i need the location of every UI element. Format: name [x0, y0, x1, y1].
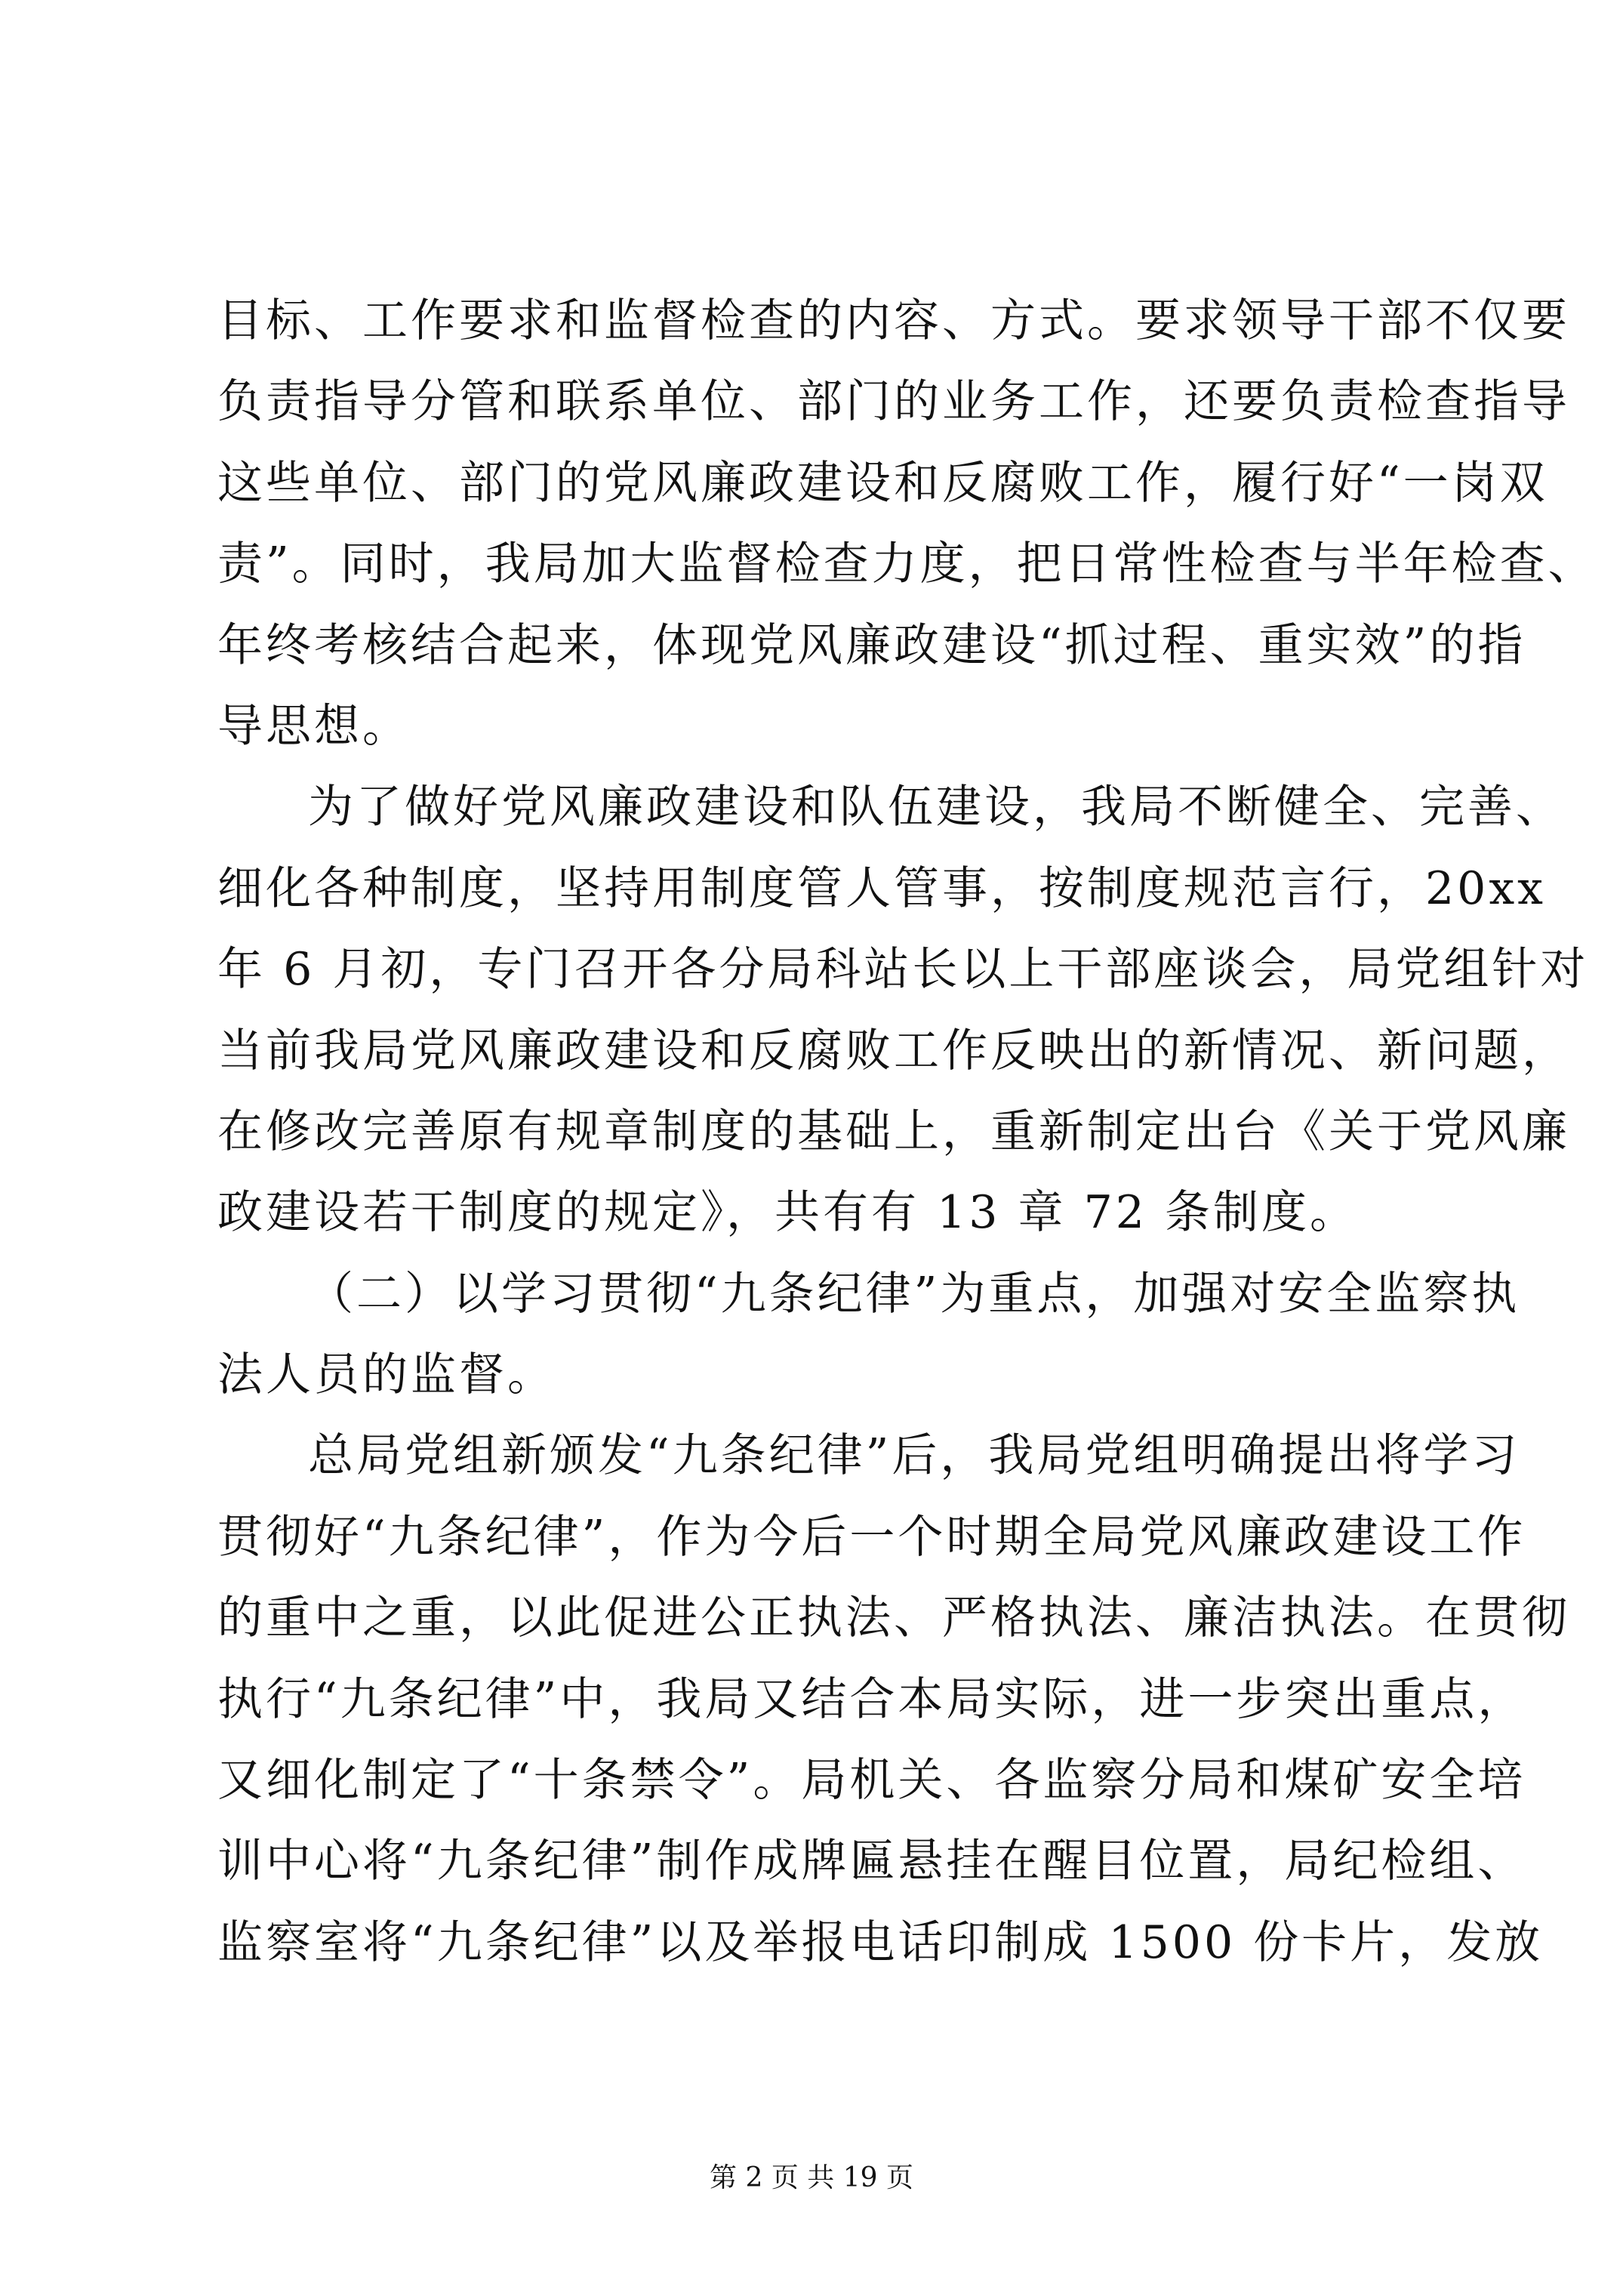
- section-heading-continued: 法人员的监督。: [217, 1348, 556, 1402]
- section-heading: （二）以学习贯彻“九条纪律”为重点，加强对安全监察执: [308, 1267, 1520, 1321]
- text-line: 贯彻好“九条纪律”，作为今后一个时期全局党风廉政建设工作: [217, 1510, 1526, 1564]
- paragraph-first-line: 为了做好党风廉政建设和队伍建设，我局不断健全、完善、: [308, 781, 1564, 834]
- text-line: 细化各种制度，坚持用制度管人管事，按制度规范言行，20xx: [217, 861, 1547, 915]
- text-line: 导思想。: [217, 699, 411, 753]
- text-line: 责”。同时，我局加大监督检查力度，把日常性检查与半年检查、: [217, 538, 1597, 591]
- text-line: 政建设若干制度的规定》，共有有 13 章 72 条制度。: [217, 1186, 1358, 1240]
- text-line: 监察室将“九条纪律”以及举报电话印制成 1500 份卡片，发放: [217, 1915, 1544, 1969]
- text-line: 又细化制定了“十条禁令”。局机关、各监察分局和煤矿安全培: [217, 1754, 1526, 1808]
- paragraph-first-line: 总局党组新颁发“九条纪律”后，我局党组明确提出将学习: [308, 1429, 1520, 1483]
- text-line: 当前我局党风廉政建设和反腐败工作反映出的新情况、新问题，: [217, 1024, 1570, 1077]
- body-text: [217, 281, 1597, 1983]
- text-line: 的重中之重，以此促进公正执法、严格执法、廉洁执法。在贯彻: [217, 1592, 1570, 1645]
- text-line: 目标、工作要求和监督检查的内容、方式。要求领导干部不仅要: [217, 294, 1570, 347]
- text-line: 执行“九条纪律”中，我局又结合本局实际，进一步突出重点，: [217, 1672, 1526, 1726]
- text-line: 训中心将“九条纪律”制作成牌匾悬挂在醒目位置，局纪检组、: [217, 1835, 1526, 1888]
- page-number-footer: 第 2 页 共 19 页: [710, 2162, 913, 2193]
- text-line: 负责指导分管和联系单位、部门的业务工作，还要负责检查指导: [217, 375, 1570, 429]
- text-line: 年 6 月初，专门召开各分局科站长以上干部座谈会，局党组针对: [217, 943, 1589, 997]
- text-line: 在修改完善原有规章制度的基础上，重新制定出台《关于党风廉: [217, 1105, 1570, 1158]
- text-line: 这些单位、部门的党风廉政建设和反腐败工作，履行好“一岗双: [217, 456, 1548, 510]
- text-line: 年终考核结合起来，体现党风廉政建设“抓过程、重实效”的指: [217, 618, 1526, 672]
